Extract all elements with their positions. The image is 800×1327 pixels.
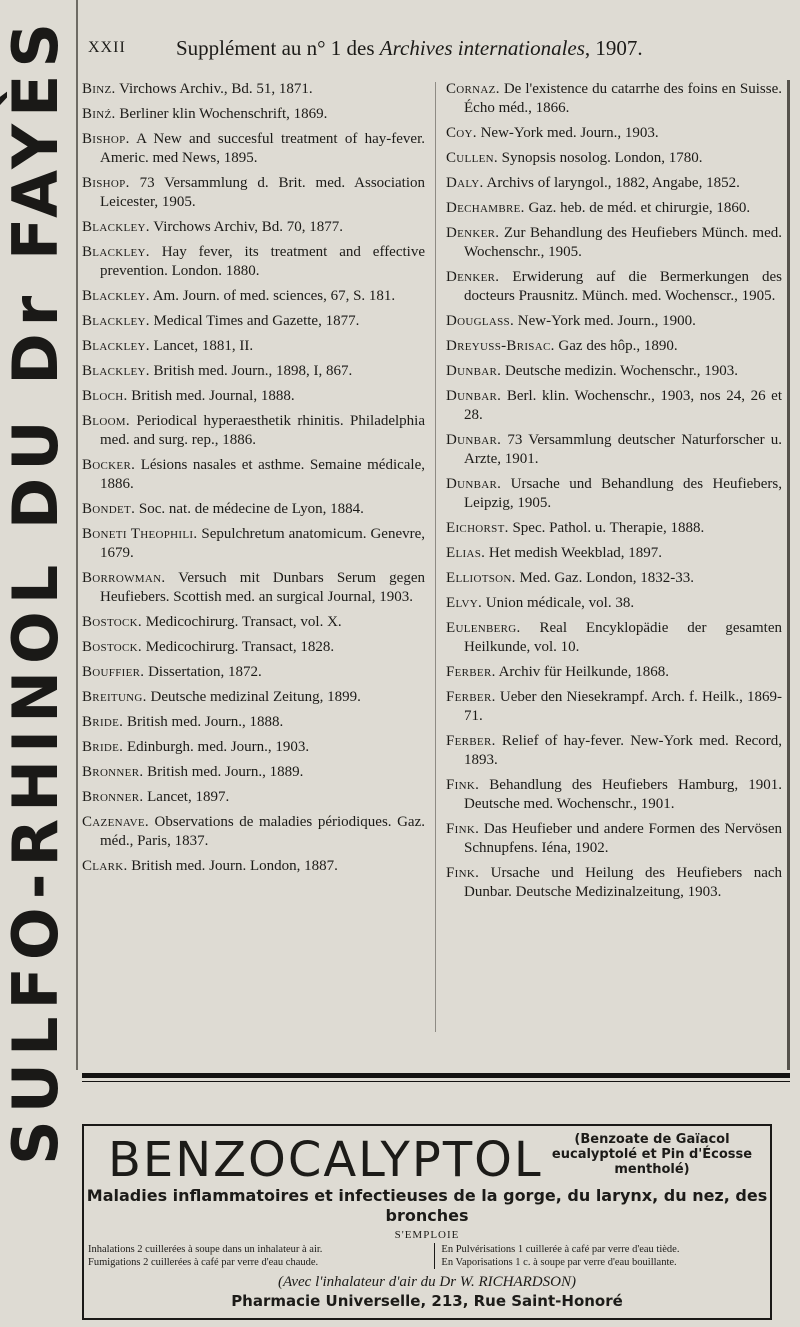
ad-usage-title: S'EMPLOIE (394, 1229, 460, 1241)
bibliography-entry (446, 732, 782, 770)
entry-author: Eichorst. (446, 520, 509, 536)
entry-reference: Archivs of laryngol., 1882, Angabe, 1852. (486, 175, 740, 191)
entry-reference: Archiv für Heilkunde, 1868. (498, 664, 669, 680)
entry-author: Ferber. (446, 733, 496, 749)
entry-reference: De l'existence du catarrhe des foins en Suisse. Écho méd., 1866. (464, 81, 783, 116)
entry-reference: Lésions nasales et asthme. Semaine médicale, 1886. (100, 457, 425, 492)
entry-reference: Union médicale, vol. 38. (485, 595, 635, 611)
entry-author: Eulenberg. (446, 620, 521, 636)
entry-author: Bronner. (82, 764, 144, 780)
bibliography-entry (446, 199, 782, 218)
bibliography-entry (82, 763, 425, 782)
entry-author: Bishop. (82, 175, 130, 191)
entry-author: Blackley. (82, 313, 150, 329)
entry-author: Fink. (446, 821, 480, 837)
page-number: XXII (88, 39, 126, 56)
entry-author: Blackley. (82, 219, 150, 235)
entry-author: Dunbar. (446, 432, 502, 448)
entry-reference: Lancet, 1897. (147, 789, 230, 805)
separator-thick-rule (82, 1073, 790, 1078)
entry-author: Borrowman. (82, 570, 166, 586)
entry-author: Bride. (82, 739, 124, 755)
bibliography-left-column (82, 80, 425, 882)
bibliography-entry (82, 80, 425, 99)
bibliography-entry (82, 387, 425, 406)
entry-author: Blackley. (82, 338, 150, 354)
entry-author: Bouffier. (82, 664, 145, 680)
entry-reference: Erwiderung auf die Bermerkungen des docteurs Prausnitz. Münch. med. Wochenscr., 1905. (464, 269, 783, 304)
entry-reference: Berl. klin. Wochenschr., 1903, nos 24, 26 et 28. (464, 388, 782, 423)
entry-reference: Deutsche medizinal Zeitung, 1899. (150, 689, 361, 705)
entry-author: Elliotson. (446, 570, 516, 586)
ad-usage-vaporisations: En Vaporisations 1 c. à soupe par verre d'eau bouillante. (441, 1257, 677, 1268)
entry-author: Coy. (446, 125, 477, 141)
running-title-journal: Archives internationales (379, 36, 585, 60)
entry-reference: Hay fever, its treatment and effective prevention. London. 1880. (100, 244, 425, 279)
entry-reference: New-York med. Journ., 1903. (480, 125, 659, 141)
entry-author: Denker. (446, 269, 500, 285)
bibliography-entry (446, 124, 782, 143)
bibliography-entry (82, 663, 425, 682)
entry-reference: British med. Journ., 1889. (147, 764, 304, 780)
bibliography-entry (82, 105, 425, 124)
entry-author: Boneti Theophili. (82, 526, 198, 542)
bibliography-entry (446, 337, 782, 356)
bibliography-entry (446, 663, 782, 682)
bibliography-entry (82, 287, 425, 306)
entry-author: Clark. (82, 858, 128, 874)
running-title (176, 36, 643, 61)
entry-author: Bloom. (82, 413, 130, 429)
entry-reference: Zur Behandlung des Heufiebers Münch. med. Wochenschr., 1905. (464, 225, 783, 260)
entry-reference: Ursache und Heilung des Heufiebers nach Dunbar. Deutsche Medizinalzeitung, 1903. (464, 865, 783, 900)
bibliography-entry (82, 813, 425, 851)
bibliography-entry (446, 174, 782, 193)
bibliography-entry (82, 312, 425, 331)
side-advert-banner (0, 0, 72, 1180)
bibliography-entry (446, 312, 782, 331)
entry-reference: British med. Journ., 1898, I, 867. (153, 363, 353, 379)
entry-reference: Medicochirurg. Transact, 1828. (145, 639, 335, 655)
entry-author: Bostock. (82, 614, 142, 630)
bibliography-entry (446, 594, 782, 613)
bibliography-entry (446, 475, 782, 513)
entry-reference: Versuch mit Dunbars Serum gegen Heufiebers. Scottish med. an surgical Journal, 1903. (100, 570, 425, 605)
entry-reference: Medical Times and Gazette, 1877. (153, 313, 360, 329)
running-title-prefix: Supplément au n° 1 des (176, 36, 375, 60)
entry-reference: Gaz. heb. de méd. et chirurgie, 1860. (528, 200, 751, 216)
entry-reference: 73 Versammlung deutscher Naturforscher u. Arzte, 1901. (464, 432, 782, 467)
entry-author: Ferber. (446, 689, 496, 705)
entry-author: Bishop. (82, 131, 130, 147)
side-banner-text: SULFO-RHINOL DU Dr FAYÈS (0, 15, 73, 1165)
bibliography-entry (82, 713, 425, 732)
ad-brand-name: BENZOCALYPTOL (108, 1132, 543, 1188)
bibliography-entry (82, 569, 425, 607)
entry-author: Daly. (446, 175, 484, 191)
ad-usage-inhalations: Inhalations 2 cuillerées à soupe dans un inhalateur à air. (88, 1244, 323, 1255)
bibliography-entry (82, 500, 425, 519)
ad-inhaler-note: (Avec l'inhalateur d'air du Dr W. RICHARDSON) (278, 1274, 576, 1290)
ad-usage-right (435, 1243, 768, 1269)
bibliography-entry (446, 268, 782, 306)
bibliography-entry (82, 688, 425, 707)
entry-reference: British med. Journal, 1888. (131, 388, 295, 404)
entry-reference: Lancet, 1881, II. (153, 338, 254, 354)
entry-author: Binz. (82, 81, 116, 97)
entry-author: Dunbar. (446, 476, 502, 492)
bibliography-entry (446, 864, 782, 902)
entry-reference: Deutsche medizin. Wochenschr., 1903. (504, 363, 738, 379)
entry-reference: Edinburgh. med. Journ., 1903. (126, 739, 310, 755)
bibliography-entry (446, 519, 782, 538)
entry-reference: Virchows Archiv, Bd. 70, 1877. (153, 219, 344, 235)
bibliography-entry (82, 243, 425, 281)
bibliography-entry (446, 688, 782, 726)
ad-usage-fumigations: Fumigations 2 cuillerées à café par verre d'eau chaude. (88, 1257, 319, 1268)
entry-reference: Ueber den Niesekrampf. Arch. f. Heilk., 1869-71. (464, 689, 783, 724)
entry-author: Dunbar. (446, 388, 502, 404)
entry-author: Binź. (82, 106, 116, 122)
entry-author: Bronner. (82, 789, 144, 805)
bibliography-entry (446, 387, 782, 425)
entry-author: Blackley. (82, 244, 150, 260)
column-divider (435, 82, 436, 1032)
bibliography-entry (82, 218, 425, 237)
page-header (86, 36, 776, 66)
running-title-suffix: , 1907. (584, 36, 643, 60)
bibliography-entry (82, 174, 425, 212)
entry-author: Ferber. (446, 664, 496, 680)
ad-pharmacy-address: Pharmacie Universelle, 213, Rue Saint-Honoré (231, 1292, 623, 1310)
entry-author: Cazenave. (82, 814, 149, 830)
bibliography-entry (446, 431, 782, 469)
entry-reference: Am. Journ. of med. sciences, 67, S. 181. (152, 288, 396, 304)
entry-author: Bloch. (82, 388, 128, 404)
bibliography-entry (82, 613, 425, 632)
bibliography-entry (446, 224, 782, 262)
bibliography-entry (446, 80, 782, 118)
entry-author: Dunbar. (446, 363, 502, 379)
bibliography-entry (82, 456, 425, 494)
entry-author: Bride. (82, 714, 124, 730)
benzocalyptol-advertisement (82, 1124, 772, 1320)
bibliography-entry (446, 776, 782, 814)
entry-reference: 73 Versammlung d. Brit. med. Association Leicester, 1905. (100, 175, 425, 210)
left-vertical-rule (76, 0, 78, 1070)
entry-reference: Das Heufieber und andere Formen des Nervösen Schnupfens. Iéna, 1902. (464, 821, 783, 856)
entry-author: Elias. (446, 545, 486, 561)
entry-reference: Observations de maladies périodiques. Gaz. méd., Paris, 1837. (100, 814, 426, 849)
bibliography-entry (82, 412, 425, 450)
bibliography-right-column (446, 80, 782, 908)
entry-author: Fink. (446, 865, 480, 881)
entry-author: Cullen. (446, 150, 498, 166)
entry-reference: Dissertation, 1872. (148, 664, 262, 680)
bibliography-entry (82, 337, 425, 356)
ad-usage-grid (88, 1243, 768, 1269)
entry-author: Dechambre. (446, 200, 525, 216)
entry-author: Cornaz. (446, 81, 500, 97)
entry-reference: British med. Journ. London, 1887. (131, 858, 338, 874)
entry-reference: Soc. nat. de médecine de Lyon, 1884. (138, 501, 364, 517)
entry-author: Elvy. (446, 595, 483, 611)
bibliography-entry (446, 149, 782, 168)
ad-indications: Maladies inflammatoires et infectieuses de la gorge, du larynx, du nez, des bronches (86, 1186, 768, 1225)
entry-author: Dreyuss-Brisac. (446, 338, 555, 354)
entry-author: Breitung. (82, 689, 147, 705)
bibliography-entry (82, 362, 425, 381)
entry-reference: Real Encyklopädie der gesamten Heilkunde, vol. 10. (464, 620, 782, 655)
entry-author: Denker. (446, 225, 500, 241)
entry-reference: Relief of hay-fever. New-York med. Record, 1893. (464, 733, 783, 768)
right-vertical-rule (787, 80, 790, 1070)
ad-usage-pulverisations: En Pulvérisations 1 cuillerée à café par verre d'eau tiède. (441, 1244, 680, 1255)
entry-reference: New-York med. Journ., 1900. (517, 313, 696, 329)
bibliography-entry (446, 619, 782, 657)
entry-reference: Periodical hyperaesthetik rhinitis. Philadelphia med. and surg. rep., 1886. (100, 413, 425, 448)
entry-author: Fink. (446, 777, 480, 793)
bibliography-entry (446, 362, 782, 381)
bibliography-entry (82, 788, 425, 807)
bibliography-entry (82, 857, 425, 876)
entry-reference: Medicochirurg. Transact, vol. X. (145, 614, 342, 630)
bibliography-entry (82, 525, 425, 563)
entry-reference: British med. Journ., 1888. (126, 714, 284, 730)
entry-author: Bocker. (82, 457, 136, 473)
entry-reference: Berliner klin Wochenschrift, 1869. (119, 106, 328, 122)
entry-reference: Med. Gaz. London, 1832-33. (519, 570, 694, 586)
bibliography-entry (82, 638, 425, 657)
separator-thin-rule (82, 1081, 790, 1082)
bibliography-entry (82, 738, 425, 757)
entry-reference: Behandlung des Heufiebers Hamburg, 1901. Deutsche med. Wochenschr., 1901. (464, 777, 782, 812)
entry-author: Blackley. (82, 363, 150, 379)
entry-reference: Spec. Pathol. u. Therapie, 1888. (512, 520, 705, 536)
entry-reference: A New and succesful treatment of hay-fever. Americ. med News, 1895. (100, 131, 425, 166)
bibliography-entry (82, 130, 425, 168)
entry-author: Bondet. (82, 501, 136, 517)
bibliography-entry (446, 544, 782, 563)
bibliography-entry (446, 820, 782, 858)
entry-author: Bostock. (82, 639, 142, 655)
entry-reference: Ursache und Behandlung des Heufiebers, Leipzig, 1905. (464, 476, 783, 511)
entry-author: Blackley. (82, 288, 150, 304)
entry-author: Douglass. (446, 313, 515, 329)
entry-reference: Gaz des hôp., 1890. (558, 338, 678, 354)
entry-reference: Het medish Weekblad, 1897. (488, 545, 662, 561)
entry-reference: Virchows Archiv., Bd. 51, 1871. (119, 81, 313, 97)
ad-formula: (Benzoate de Gaïacol eucalyptolé et Pin d'Écosse mentholé) (551, 1132, 753, 1177)
entry-reference: Synopsis nosolog. London, 1780. (501, 150, 703, 166)
entry-reference: Sepulchretum anatomicum. Genevre, 1679. (100, 526, 426, 561)
bibliography-entry (446, 569, 782, 588)
ad-usage-left (88, 1243, 435, 1269)
